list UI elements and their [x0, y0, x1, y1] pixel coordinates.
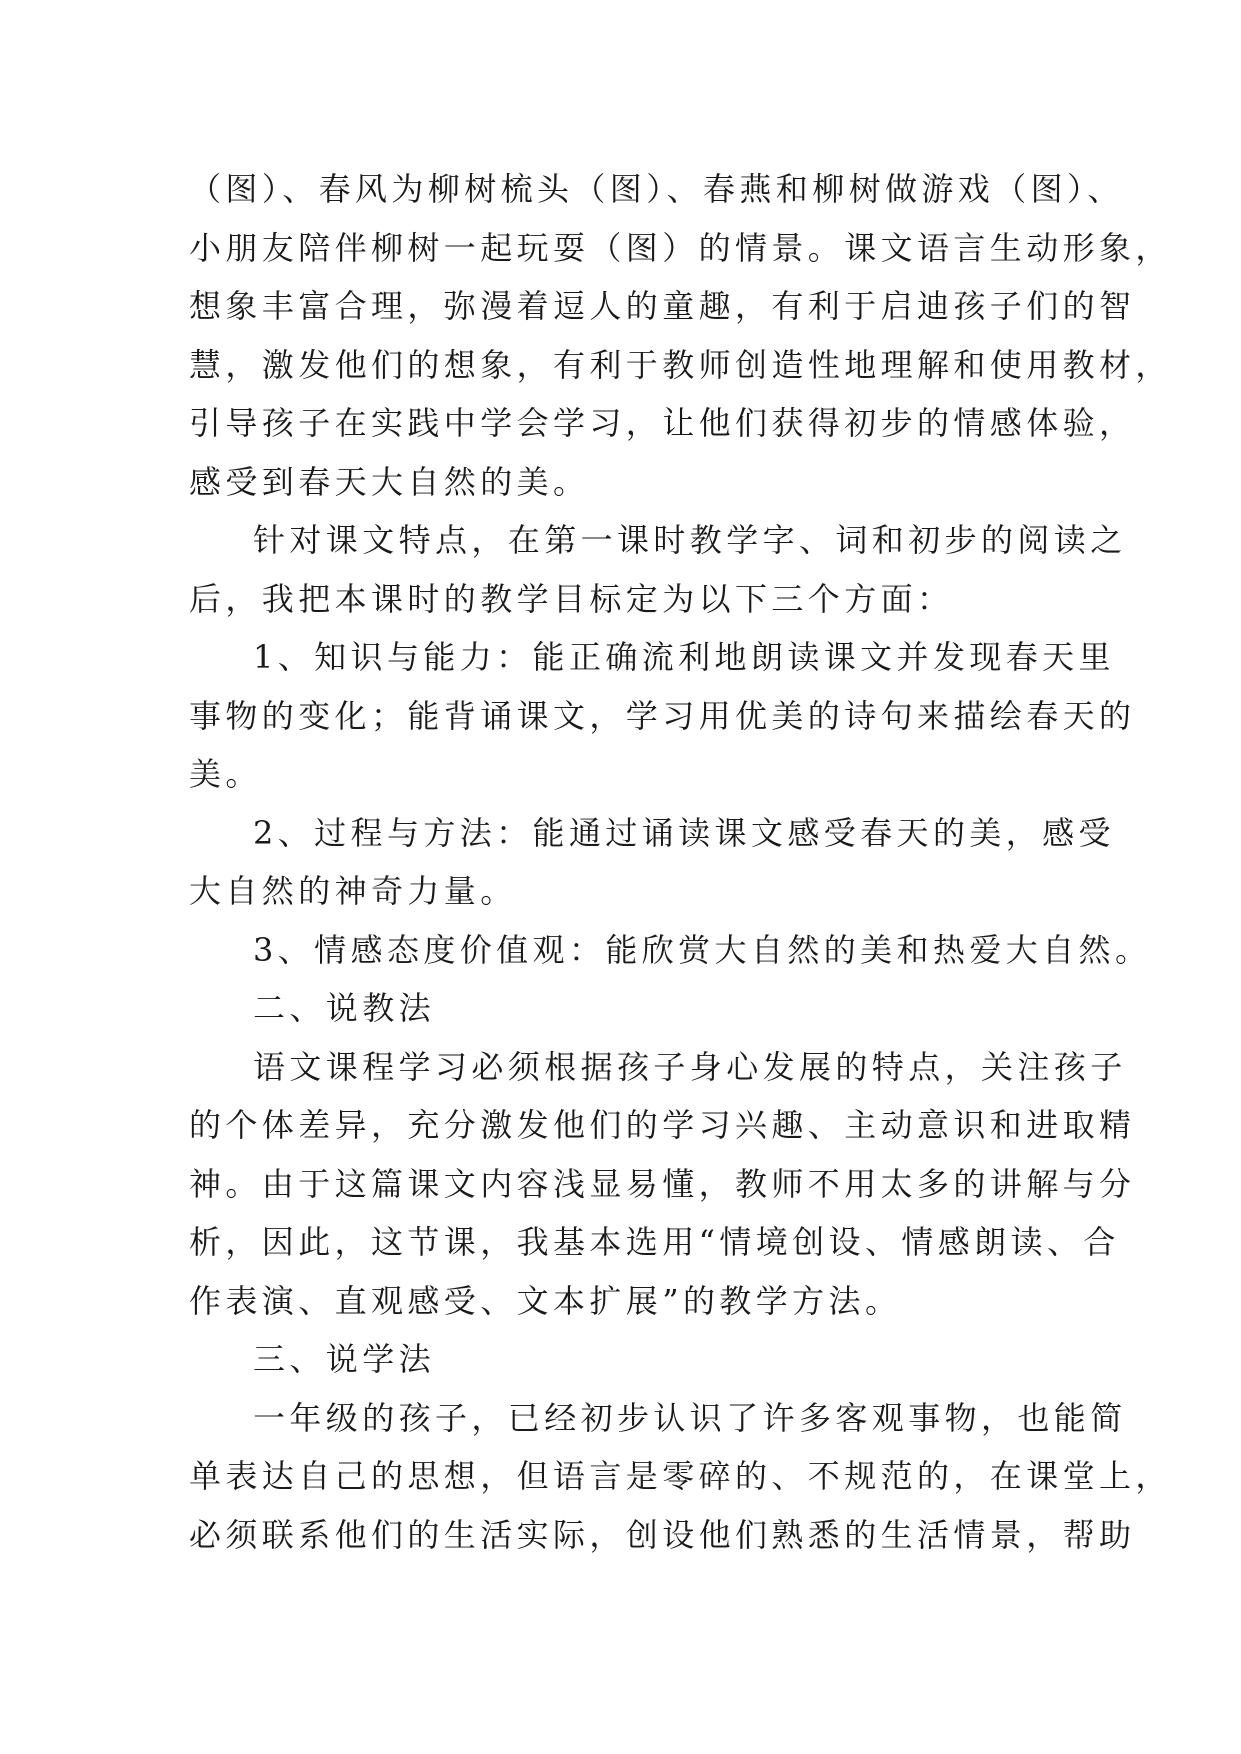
- paragraph-first-line: 3、情感态度价值观：能欣赏大自然的美和热爱大自然。: [253, 930, 1152, 969]
- text-line: 想象丰富合理，弥漫着逗人的童趣，有利于启迪孩子们的智: [189, 287, 1136, 325]
- text-line: 神。由于这篇课文内容浅显易懂，教师不用太多的讲解与分: [189, 1164, 1136, 1203]
- paragraph-first-line: 语文课程学习必须根据孩子身心发展的特点，关注孩子: [253, 1047, 1127, 1086]
- paragraph-first-line: 1、知识与能力：能正确流利地朗读课文并发现春天里: [253, 638, 1115, 676]
- text-line: 后，我把本课时的教学目标定为以下三个方面：: [189, 579, 954, 618]
- section-heading: 二、说教法: [253, 989, 436, 1027]
- text-line: （图）、春风为柳树梳头（图）、春燕和柳树做游戏（图）、: [189, 170, 1124, 208]
- text-line: 的个体差异，充分激发他们的学习兴趣、主动意识和进取精: [189, 1106, 1136, 1144]
- paragraph-first-line: 2、过程与方法：能通过诵读课文感受春天的美，感受: [253, 813, 1115, 852]
- text-line: 析，因此，这节课，我基本选用“情境创设、情感朗读、合: [189, 1223, 1120, 1261]
- text-line: 必须联系他们的生活实际，创设他们熟悉的生活情景，帮助: [189, 1515, 1136, 1554]
- paragraph-first-line: 针对课文特点，在第一课时教学字、词和初步的阅读之: [253, 521, 1127, 559]
- paragraph-first-line: 一年级的孩子，已经初步认识了许多客观事物，也能简: [253, 1398, 1127, 1437]
- text-line: 作表演、直观感受、文本扩展”的教学方法。: [189, 1281, 902, 1320]
- text-line: 大自然的神奇力量。: [189, 872, 517, 910]
- text-line: 小朋友陪伴柳树一起玩耍（图）的情景。课文语言生动形象，: [189, 228, 1172, 267]
- text-line: 引导孩子在实践中学会学习，让他们获得初步的情感体验，: [189, 404, 1136, 442]
- text-line: 美。: [189, 755, 262, 793]
- text-line: 单表达自己的思想，但语言是零碎的、不规范的，在课堂上，: [189, 1457, 1172, 1495]
- text-line: 慧，激发他们的想象，有利于教师创造性地理解和使用教材，: [189, 345, 1172, 384]
- text-line: 事物的变化；能背诵课文，学习用优美的诗句来描绘春天的: [189, 696, 1136, 735]
- section-heading: 三、说学法: [253, 1340, 436, 1378]
- text-line: 感受到春天大自然的美。: [189, 462, 590, 501]
- document-body: [189, 160, 1172, 1564]
